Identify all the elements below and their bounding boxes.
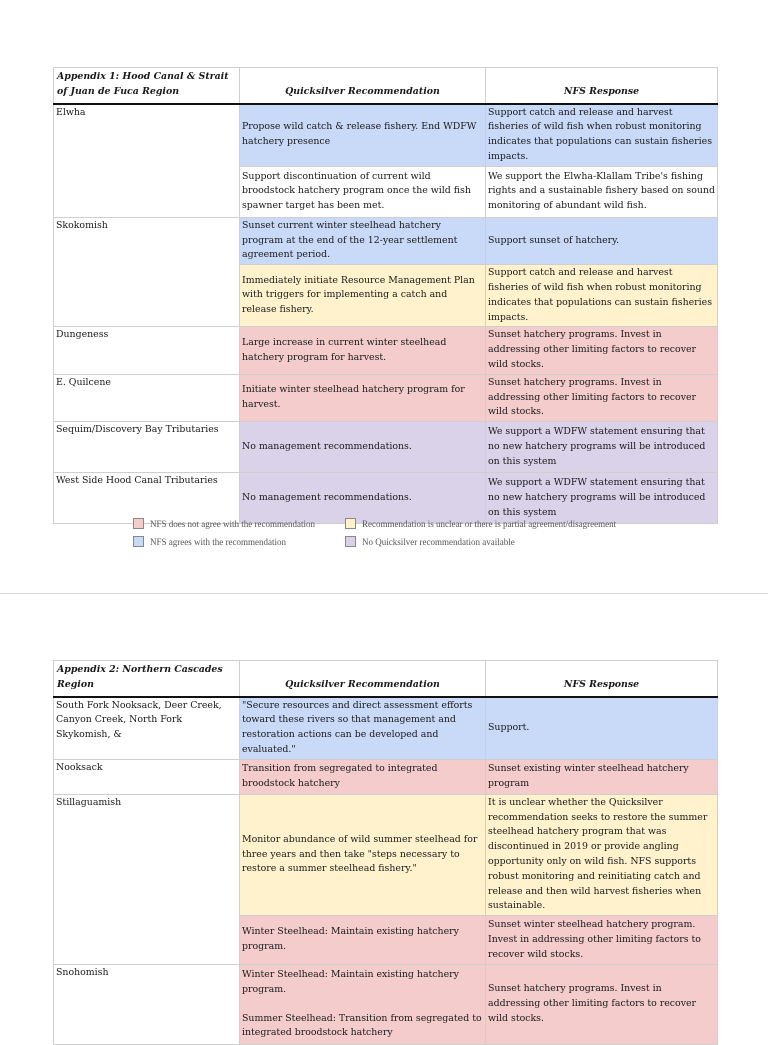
recommendation-cell: Winter Steelhead: Maintain existing hatchery program. — [240, 916, 486, 965]
legend-item-none — [345, 536, 515, 547]
response-cell: We support a WDFW statement ensuring that no new hatchery programs will be introduced on this system — [486, 473, 718, 524]
region-name: Dungeness — [54, 327, 240, 374]
recommendation-cell: Support discontinuation of current wild broodstock hatchery program once the wild fish spawner target has been met. — [240, 166, 486, 217]
appendix-1-table — [53, 67, 718, 524]
table-row — [54, 327, 718, 374]
legend-swatch-purple — [345, 536, 356, 547]
region-header: Appendix 2: Northern Cascades Region — [54, 661, 240, 697]
response-cell: Sunset existing winter steelhead hatchery program — [486, 759, 718, 794]
recommendation-header: Quicksilver Recommendation — [240, 68, 486, 104]
region-name: Nooksack — [54, 759, 240, 794]
table-row — [54, 217, 718, 264]
legend-label: NFS agrees with the recommendation — [150, 536, 286, 547]
region-name: Sequim/Discovery Bay Tributaries — [54, 422, 240, 473]
recommendation-cell: Monitor abundance of wild summer steelhead for three years and then take "steps necessary to restore a summer steelhead fishery." — [240, 794, 486, 915]
recommendation-cell: Propose wild catch & release fishery. End WDFW hatchery presence — [240, 104, 486, 167]
response-cell: We support the Elwha-Klallam Tribe's fishing rights and a sustainable fishery based on sound monitoring of abundant wild fish. — [486, 166, 718, 217]
response-cell: Support. — [486, 697, 718, 760]
recommendation-line: Winter Steelhead: Maintain existing hatchery program. — [242, 969, 459, 995]
response-cell: It is unclear whether the Quicksilver recommendation seeks to restore the summer steelhead hatchery program that was discontinued in 2019 or provide angling opportunity only on wild fish. NFS supports robust monitoring and reinitiating catch and release and then wild harvest fisheries when sustainable. — [486, 794, 718, 915]
recommendation-cell: Initiate winter steelhead hatchery program for harvest. — [240, 374, 486, 421]
legend-label: NFS does not agree with the recommendation — [150, 518, 315, 529]
region-name: South Fork Nooksack, Deer Creek, Canyon Creek, North Fork Skykomish, & — [54, 697, 240, 760]
table-row — [54, 473, 718, 524]
recommendation-cell: No management recommendations. — [240, 473, 486, 524]
table-row — [54, 965, 718, 1045]
region-name: West Side Hood Canal Tributaries — [54, 473, 240, 524]
region-header: Appendix 1: Hood Canal & Strait of Juan de Fuca Region — [54, 68, 240, 104]
legend-label: No Quicksilver recommendation available — [362, 536, 515, 547]
recommendation-cell: "Secure resources and direct assessment efforts toward these rivers so that management and restoration actions can be developed and evaluated." — [240, 697, 486, 760]
recommendation-cell: Large increase in current winter steelhead hatchery program for harvest. — [240, 327, 486, 374]
legend-item-agree — [133, 536, 286, 547]
response-header: NFS Response — [486, 68, 718, 104]
response-cell: Sunset winter steelhead hatchery program. Invest in addressing other limiting factors to recover wild stocks. — [486, 916, 718, 965]
response-cell: Sunset hatchery programs. Invest in addressing other limiting factors to recover wild stocks. — [486, 965, 718, 1045]
response-cell: Support sunset of hatchery. — [486, 217, 718, 264]
table-row — [54, 759, 718, 794]
region-name: E. Quilcene — [54, 374, 240, 421]
document-page-2 — [0, 594, 768, 1039]
appendix-2-table — [53, 660, 718, 1045]
response-cell: Support catch and release and harvest fisheries of wild fish when robust monitoring indicates that populations can sustain fisheries impacts. — [486, 104, 718, 167]
table-row — [54, 794, 718, 915]
recommendation-cell: Immediately initiate Resource Management Plan with triggers for implementing a catch and release fishery. — [240, 265, 486, 327]
table-row — [54, 697, 718, 760]
recommendation-cell: Transition from segregated to integrated broodstock hatchery — [240, 759, 486, 794]
recommendation-header: Quicksilver Recommendation — [240, 661, 486, 697]
legend-label: Recommendation is unclear or there is partial agreement/disagreement — [362, 518, 617, 529]
table-row — [54, 422, 718, 473]
table-row — [54, 374, 718, 421]
recommendation-cell — [240, 965, 486, 1045]
region-name: Elwha — [54, 104, 240, 218]
table-row — [54, 104, 718, 167]
legend-item-disagree — [133, 518, 315, 529]
recommendation-cell: No management recommendations. — [240, 422, 486, 473]
recommendation-line: Summer Steelhead: Transition from segregated to integrated broodstock hatchery — [242, 1012, 482, 1039]
response-cell: Support catch and release and harvest fisheries of wild fish when robust monitoring indicates that populations can sustain fisheries impacts. — [486, 265, 718, 327]
legend-swatch-blue — [133, 536, 144, 547]
response-cell: Sunset hatchery programs. Invest in addressing other limiting factors to recover wild stocks. — [486, 374, 718, 421]
region-name: Stillaguamish — [54, 794, 240, 964]
region-name: Snohomish — [54, 965, 240, 1045]
legend-swatch-yellow — [345, 518, 356, 529]
legend-item-unclear — [345, 518, 616, 529]
response-cell: We support a WDFW statement ensuring that no new hatchery programs will be introduced on this system — [486, 422, 718, 473]
response-cell: Sunset hatchery programs. Invest in addressing other limiting factors to recover wild stocks. — [486, 327, 718, 374]
region-name: Skokomish — [54, 217, 240, 327]
recommendation-cell: Sunset current winter steelhead hatchery program at the end of the 12-year settlement agreement period. — [240, 217, 486, 264]
response-header: NFS Response — [486, 661, 718, 697]
legend-swatch-red — [133, 518, 144, 529]
